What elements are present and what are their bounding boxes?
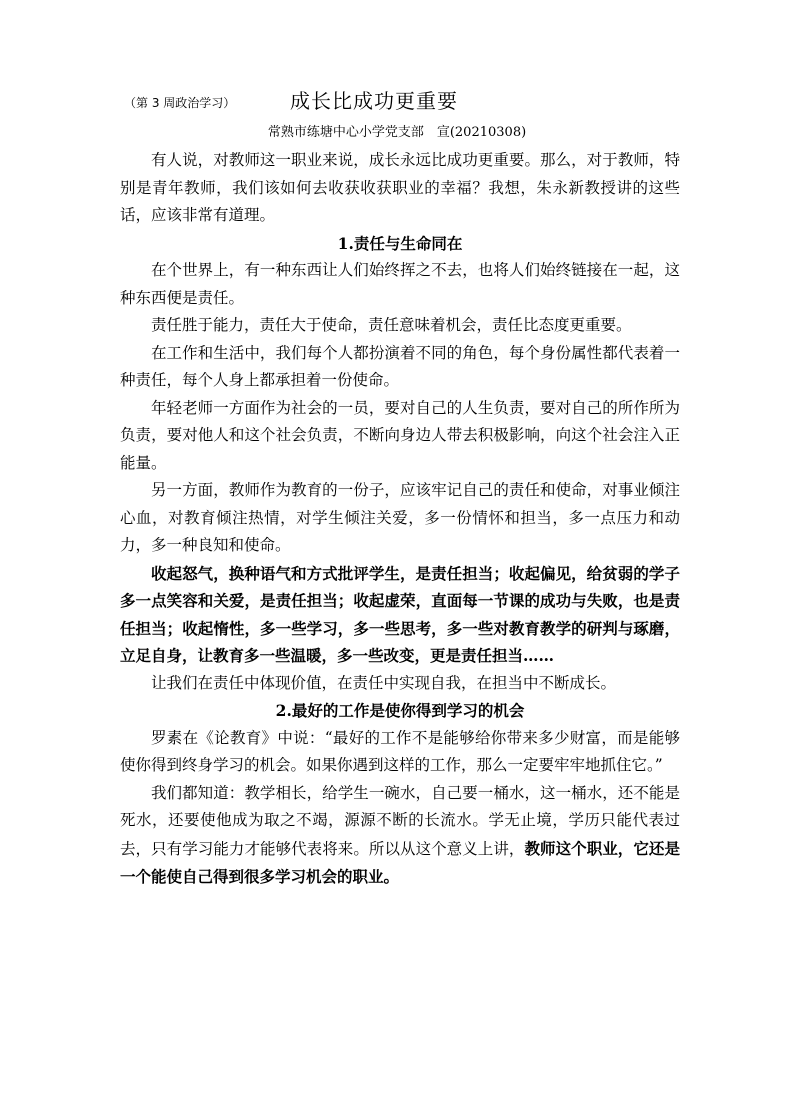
section-heading-1: 1.责任与生命同在 — [337, 233, 463, 253]
paragraph: 责任胜于能力，责任大于使命，责任意味着机会，责任比态度更重要。 — [151, 316, 632, 334]
section-heading-2: 2.最好的工作是使你得到学习的机会 — [275, 701, 525, 720]
study-week-tag: （第 3 周政治学习） — [124, 96, 236, 110]
paragraph: 另一方面，教师作为教育的一份子，应该牢记自己的责任和使命，对事业倾注心血，对教育倾注热情，对学生倾注关爱，多一份情怀和担当，多一点压力和动力，多一种良知和使命。 — [120, 481, 680, 554]
byline: 常熟市练塘中心小学党支部 宣(20210308) — [267, 125, 527, 140]
page-title: 成长比成功更重要 — [290, 89, 458, 113]
paragraph-text: 我们都知道：教学相长，给学生一碗水，自己要一桶水，这一桶水，还不能是死水，还要使他成为取之不竭，源源不断的长流水。学无止境，学历只能代表过去，只有学习能力才能够代表将来。所以从这个意义上讲， — [120, 783, 680, 858]
bold-paragraph: 收起怒气，换种语气和方式批评学生，是责任担当；收起偏见，给贫弱的学子多一点笑容和关爱，是责任担当；收起虚荣，直面每一节课的成功与失败，也是责任担当；收起惰性，多一些学习，多一些思考，多一些对教育教学的研判与琢磨，立足自身，让教育多一些温暖，多一些改变，更是责任担当…… — [120, 563, 680, 665]
paragraph: 年轻老师一方面作为社会的一员，要对自己的人生负责，要对自己的所作所为负责，要对他人和这个社会负责，不断向身边人带去积极影响，向这个社会注入正能量。 — [120, 398, 680, 472]
paragraph: 在工作和生活中，我们每个人都扮演着不同的角色，每个身份属性都代表着一种责任，每个人身上都承担着一份使命。 — [120, 343, 680, 389]
paragraph — [120, 780, 680, 892]
intro-paragraph: 有人说，对教师这一职业来说，成长永远比成功更重要。那么，对于教师，特别是青年教师，我们该如何去收获收获职业的幸福？我想，朱永新教授讲的这些话，应该非常有道理。 — [120, 151, 680, 224]
paragraph: 在个世界上，有一种东西让人们始终挥之不去，也将人们始终链接在一起，这种东西便是责任。 — [120, 261, 680, 307]
article-body — [120, 147, 680, 892]
bold-emphasis: 教师这个职业，它还是一个能使自己得到很多学习机会的职业。 — [120, 838, 680, 886]
paragraph: 让我们在责任中体现价值，在责任中实现自我，在担当中不断成长。 — [151, 673, 617, 692]
paragraph: 罗素在《论教育》中说：“最好的工作不是能够给你带来多少财富，而是能够使你得到终身学习的机会。如果你遇到这样的工作，那么一定要牢牢地抓住它。” — [120, 728, 680, 774]
